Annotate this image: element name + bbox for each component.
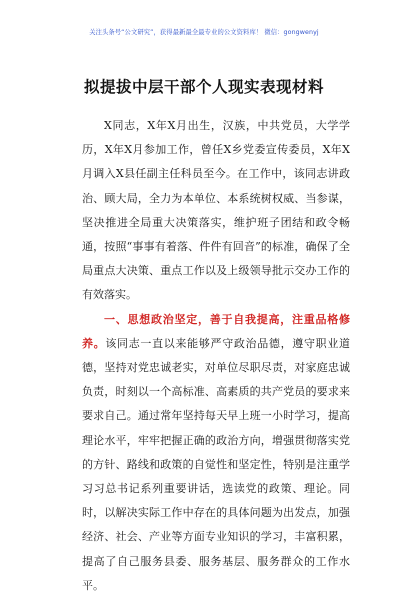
page-title: 拟提拔中层干部个人现实表现材料 bbox=[83, 78, 324, 96]
paragraph-intro: X同志，X年X月出生，汉族，中共党员，大学学历，X年X月参加工作，曾任X乡党委宣传委员，X年X月调入X县任副主任科员至今。在工作中，该同志讲政治、顾大局，全力为本单位、本系统树权威、当参谋，坚决推进全局重大决策落实，维护班子团结和政令畅通，按照“事事有着落、件件有回音”的标准，确保了全局重点大决策、重点工作以及上级领导批示交办工作的有效落实。 bbox=[82, 119, 350, 302]
section-heading: 一、思想政治坚定，善于自我提高，注重品格修养。 bbox=[82, 312, 350, 350]
section-body: 该同志一直以来能够严守政治品德，遵守职业道德，坚持对党忠诚老实，对单位尽职尽责，对家庭忠诚负责，时刻以一个高标准、高素质的共产党员的要求来要求自己。通过常年坚持每天早上班一小时学习，提高理论水平，牢牢把握正确的政治方向，增强贯彻落实党的方针、路线和政策的自觉性和坚定性，特别是注重学习习总书记系列重要讲话，选读党的政策、理论。同时，以解决实际工作中存在的具体问题为出发点，加强经济、社会、产业等方面专业知识的学习，丰富积累，提高了自己服务县委、服务基层、服务群众的工作水平。 bbox=[82, 336, 351, 592]
document-body bbox=[82, 114, 350, 598]
paragraph-section-one bbox=[82, 308, 350, 598]
header-note: 关注头条号“公文研究”，获得最新最全最专业的公文资料库！ 微信：gongwenyj bbox=[89, 29, 319, 36]
